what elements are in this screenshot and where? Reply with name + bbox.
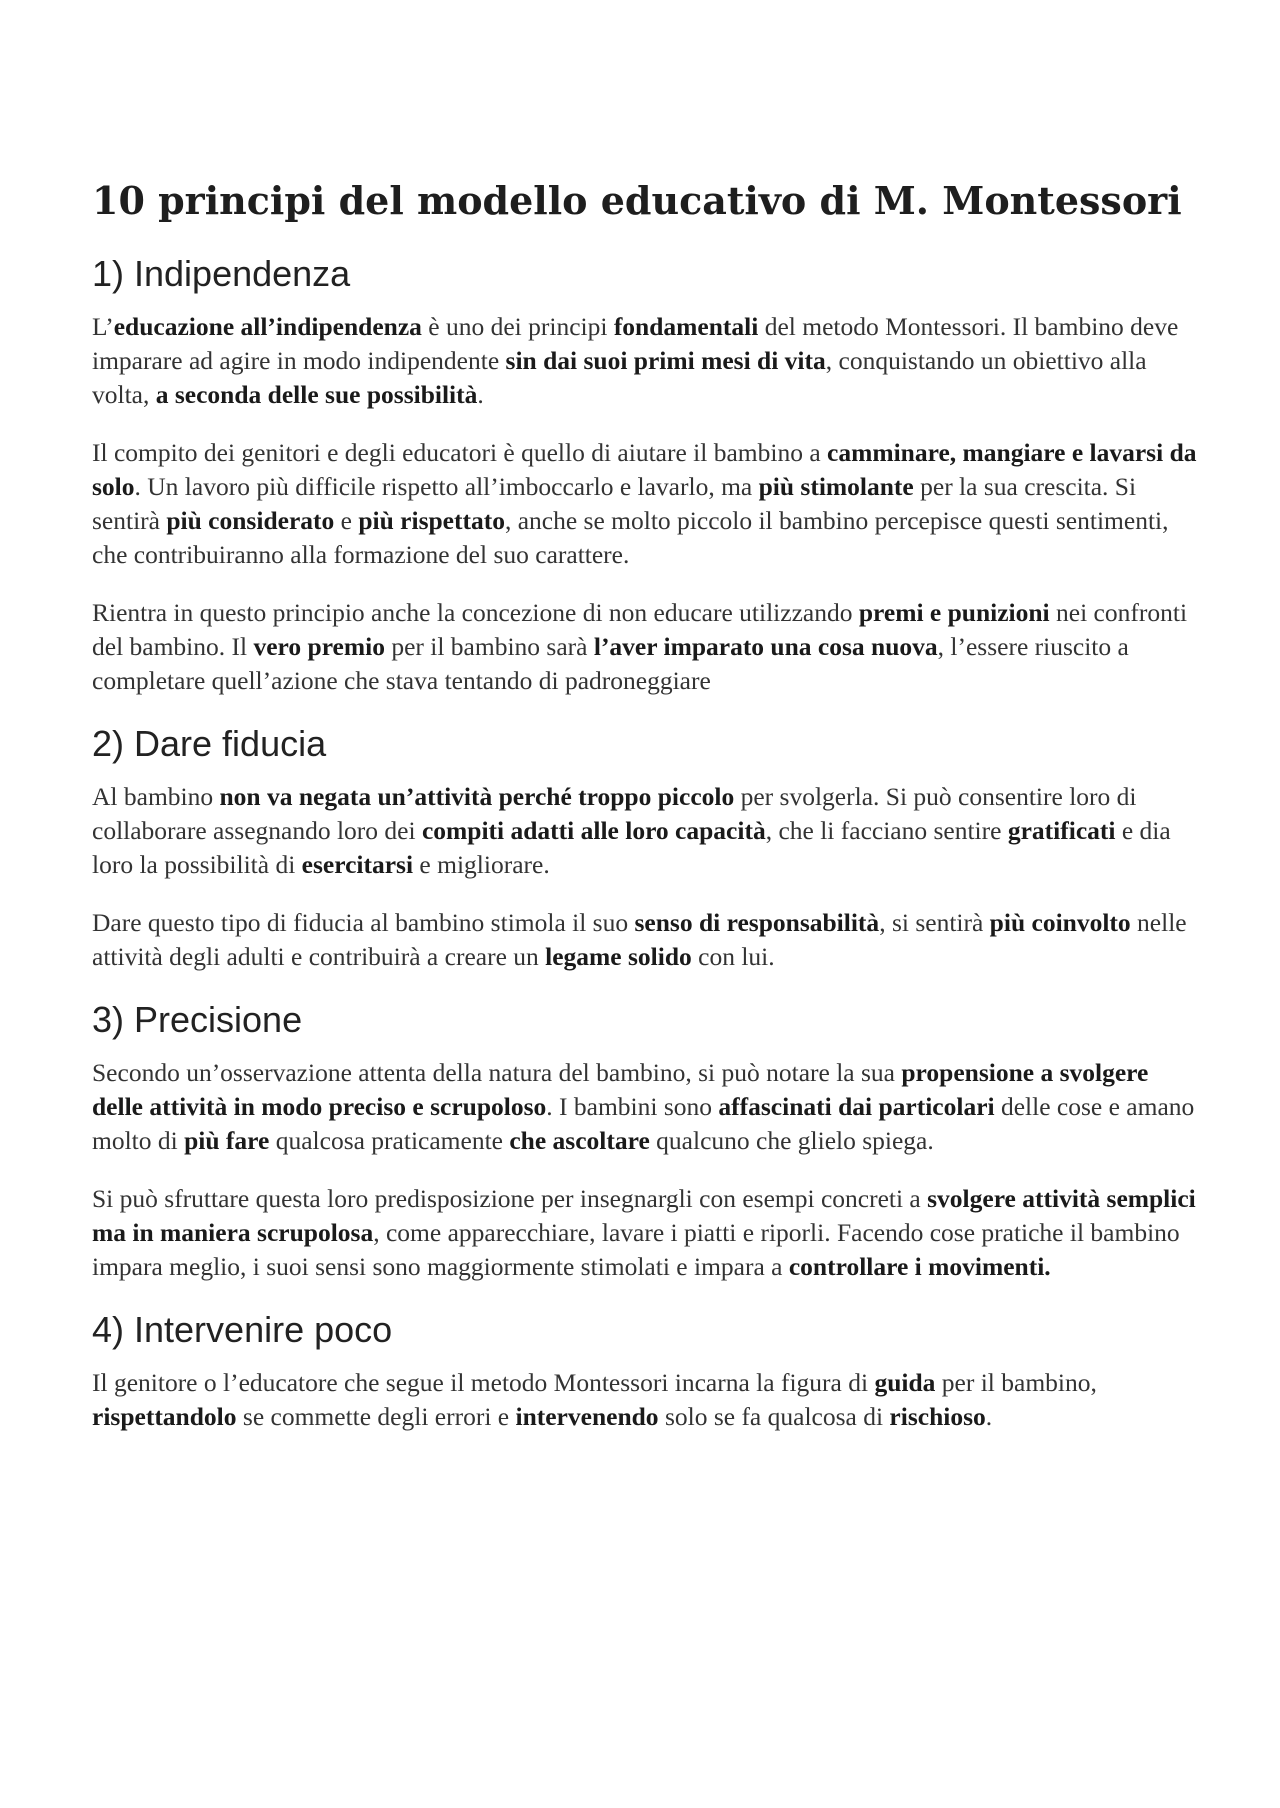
section-2 [92, 722, 1202, 974]
bold-text: gratificati [1007, 816, 1116, 845]
bold-text: educazione all’indipendenza [113, 312, 422, 341]
text-run: Il genitore o l’educatore che segue il metodo Montessori incarna la figura di [92, 1368, 875, 1397]
section-heading: 4) Intervenire poco [92, 1309, 393, 1350]
bold-text: più coinvolto [989, 908, 1131, 937]
text-run: e dia loro la possibilità di [92, 816, 1171, 879]
paragraph [92, 1366, 1202, 1434]
bold-text: più rispettato [358, 506, 505, 535]
bold-text: guida [874, 1368, 936, 1397]
paragraph [92, 436, 1202, 572]
bold-text: l’aver imparato una cosa nuova [593, 632, 938, 661]
text-run: qualcuno che glielo spiega. [649, 1126, 934, 1155]
paragraph [92, 1056, 1202, 1158]
text-run: , come apparecchiare, lavare i piatti e riporli. Facendo cose pratiche il bambino impara meglio, i suoi sensi sono maggiormente stimolati e impara a [92, 1218, 1180, 1281]
bold-text: vero premio [253, 632, 385, 661]
bold-text: non va negata un’attività perché troppo piccolo [219, 782, 735, 811]
paragraph [92, 1182, 1202, 1284]
text-run: per il bambino sarà [384, 632, 594, 661]
text-run: e migliorare. [413, 850, 550, 879]
paragraph [92, 310, 1202, 412]
text-run: del metodo Montessori. Il bambino deve imparare ad agire in modo indipendente [92, 312, 1179, 375]
document-title: 10 principi del modello educativo di M. Montessori [92, 178, 1182, 223]
text-run: per la sua crescita. Si sentirà [92, 472, 1137, 535]
text-run: nelle attività degli adulti e contribuirà a creare un [92, 908, 1187, 971]
bold-text: premi e punizioni [858, 598, 1050, 627]
text-run: , conquistando un obiettivo alla volta, [92, 346, 1147, 409]
section-heading: 2) Dare fiducia [92, 723, 327, 764]
paragraph [92, 780, 1202, 882]
bold-text: camminare, mangiare e lavarsi da solo [92, 438, 1197, 501]
text-run: , l’essere riuscito a completare quell’azione che stava tentando di padroneggiare [92, 632, 1129, 695]
bold-text: legame solido [545, 942, 692, 971]
bold-text: che ascoltare [509, 1126, 650, 1155]
text-run: . [477, 380, 484, 409]
document-body [92, 252, 1202, 1434]
text-run: Al bambino [92, 782, 220, 811]
section-heading: 3) Precisione [92, 999, 303, 1040]
bold-text: a seconda delle sue possibilità [155, 380, 478, 409]
text-run: Dare questo tipo di fiducia al bambino stimola il suo [92, 908, 635, 937]
text-run: è uno dei principi [421, 312, 614, 341]
text-run: , che li facciano sentire [765, 816, 1008, 845]
text-run: Il compito dei genitori e degli educatori è quello di aiutare il bambino a [92, 438, 828, 467]
bold-text: più stimolante [758, 472, 914, 501]
bold-text: svolgere attività semplici ma in maniera scrupolosa [92, 1184, 1196, 1247]
bold-text: senso di responsabilità [634, 908, 880, 937]
text-run: per il bambino, [935, 1368, 1097, 1397]
text-run: , si sentirà [879, 908, 990, 937]
text-run: , anche se molto piccolo il bambino percepisce questi sentimenti, che contribuiranno alla formazione del suo carattere. [92, 506, 1169, 569]
text-run: solo se fa qualcosa di [658, 1402, 890, 1431]
text-run: e [334, 506, 359, 535]
bold-text: compiti adatti alle loro capacità [421, 816, 766, 845]
text-run: per svolgerla. Si può consentire loro di collaborare assegnando loro dei [92, 782, 1137, 845]
section-heading: 1) Indipendenza [92, 253, 351, 294]
bold-text: affascinati dai particolari [718, 1092, 995, 1121]
text-run: qualcosa praticamente [269, 1126, 510, 1155]
text-run: se commette degli errori e [236, 1402, 516, 1431]
document-page [92, 176, 1202, 1458]
text-run: . [985, 1402, 993, 1431]
bold-text: sin dai suoi primi mesi di vita [505, 346, 826, 375]
text-run: . Un lavoro più difficile rispetto all’imboccarlo e lavarlo, ma [134, 472, 759, 501]
text-run: nei confronti del bambino. Il [92, 598, 1188, 661]
bold-text: propensione a svolgere delle attività in modo preciso e scrupoloso [92, 1058, 1149, 1121]
bold-text: controllare i movimenti. [788, 1252, 1051, 1281]
bold-text: rischioso [889, 1402, 986, 1431]
bold-text: fondamentali [613, 312, 759, 341]
text-run: L’ [92, 312, 114, 341]
bold-text: intervenendo [515, 1402, 659, 1431]
section-1 [92, 252, 1202, 698]
text-run: . I bambini sono [546, 1092, 719, 1121]
text-run: Secondo un’osservazione attenta della natura del bambino, si può notare la sua [92, 1058, 902, 1087]
bold-text: più fare [184, 1126, 270, 1155]
bold-text: rispettandolo [92, 1402, 237, 1431]
paragraph [92, 596, 1202, 698]
text-run: delle cose e amano molto di [92, 1092, 1195, 1155]
text-run: con lui. [691, 942, 775, 971]
paragraph [92, 906, 1202, 974]
text-run: Si può sfruttare questa loro predisposizione per insegnargli con esempi concreti a [92, 1184, 928, 1213]
bold-text: esercitarsi [301, 850, 414, 879]
section-4 [92, 1308, 1202, 1434]
section-3 [92, 998, 1202, 1284]
text-run: Rientra in questo principio anche la concezione di non educare utilizzando [92, 598, 859, 627]
bold-text: più considerato [166, 506, 335, 535]
